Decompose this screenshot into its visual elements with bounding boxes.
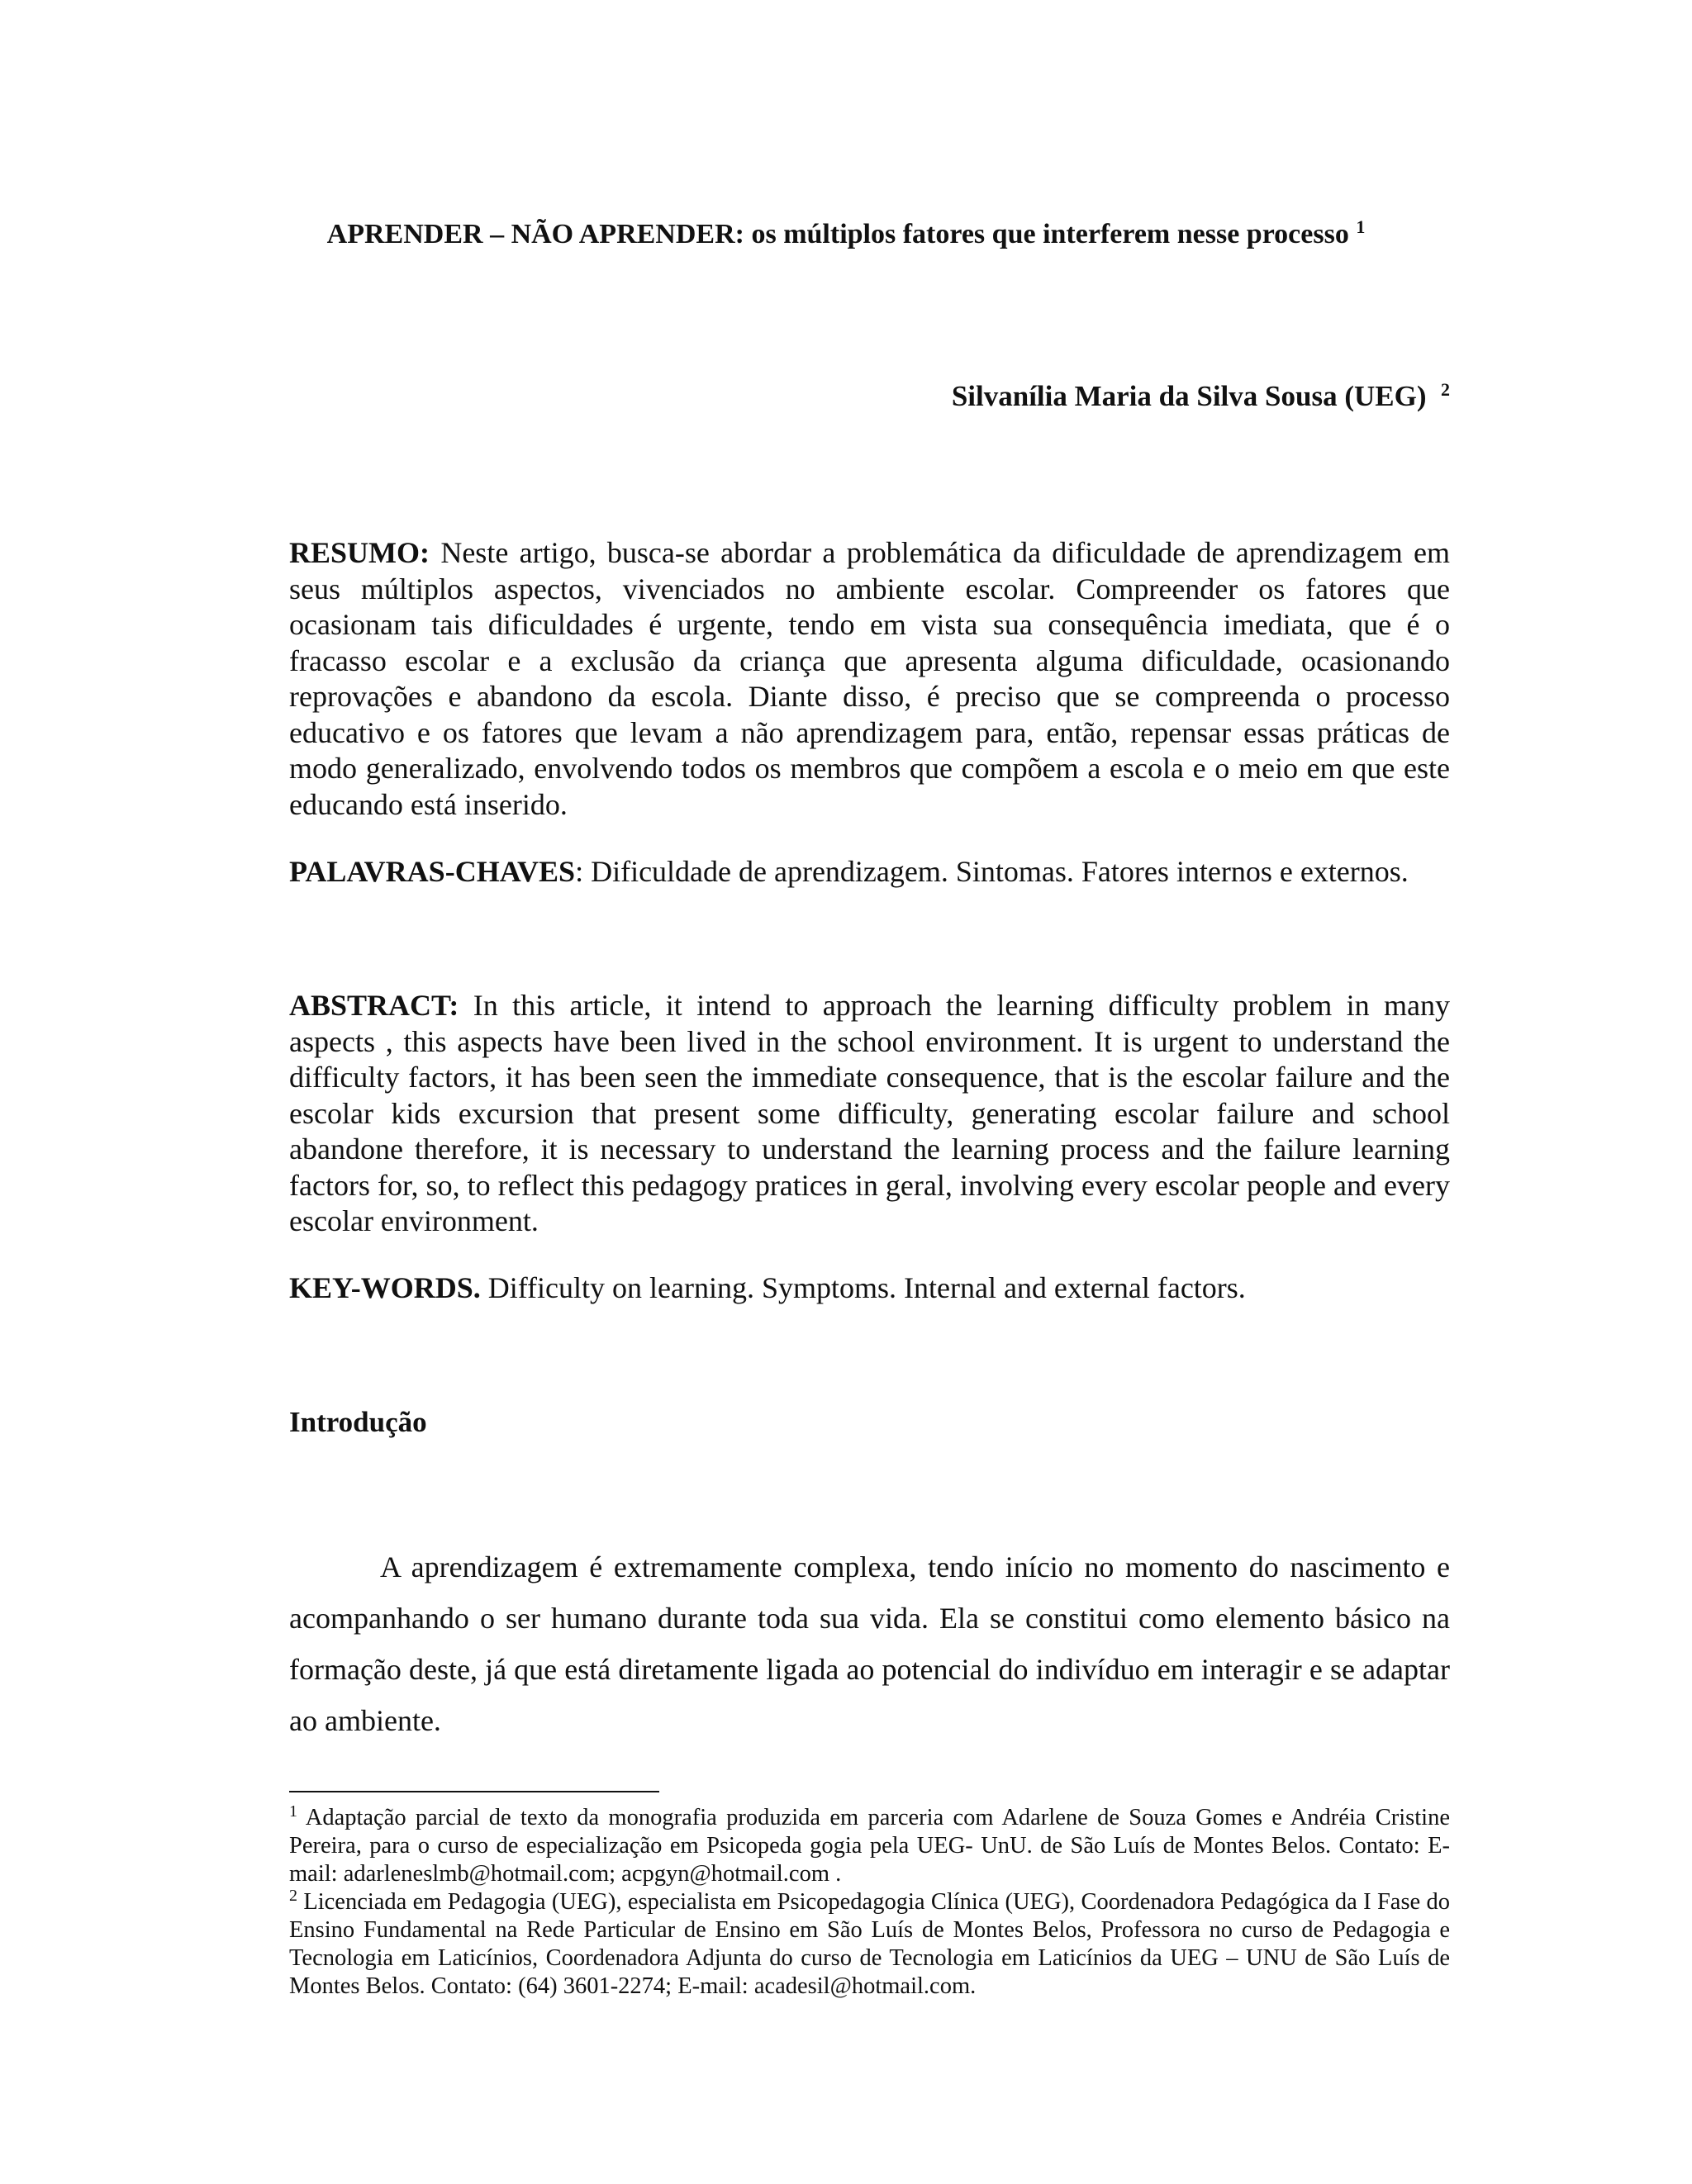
palavras-chaves-label: PALAVRAS-CHAVES bbox=[289, 855, 576, 888]
author-line bbox=[289, 378, 1450, 415]
abstract-text: In this article, it intend to approach the learning difficulty problem in many aspects , this aspects have been lived in the school environment. It is urgent to understand the difficulty factors, it has been seen the immediate consequence, that is the escolar failure and the escolar kids excursion that present some difficulty, generating escolar failure and school abandone therefore, it is necessary to understand the learning process and the failure learning factors for, so, to reflect this pedagogy pratices in geral, involving every escolar people and every escolar environment. bbox=[289, 989, 1450, 1237]
introduction-paragraph: A aprendizagem é extremamente complexa, tendo início no momento do nascimento e acompanhando o ser humano durante toda sua vida. Ela se constitui como elemento básico na formação deste, já que está diretamente ligada ao potencial do indivíduo em interagir e se adaptar ao ambiente. bbox=[289, 1550, 1450, 1737]
keywords-text: Difficulty on learning. Symptoms. Internal and external factors. bbox=[487, 1271, 1246, 1304]
resumo-section bbox=[289, 535, 1450, 823]
footnote-1-text: Adaptação parcial de texto da monografia produzida em parceria com Adarlene de Souza Gomes e Andréia Cristine Pereira, para o curso de especialização em Psicopeda gogia pela UEG- UnU. de São Luís de Montes Belos. Contato: E-mail: adarleneslmb@hotmail.com; acpgyn@hotmail.com . bbox=[289, 1805, 1450, 1887]
footnote-2-number: 2 bbox=[289, 1887, 297, 1905]
author-footnote-ref: 2 bbox=[1441, 379, 1450, 400]
paper-title bbox=[0, 216, 1692, 253]
footnote-separator bbox=[289, 1791, 659, 1792]
resumo-label: RESUMO: bbox=[289, 536, 430, 569]
title-footnote-ref: 1 bbox=[1356, 216, 1366, 237]
footnote-1-number: 1 bbox=[289, 1802, 297, 1821]
paper-title-text: APRENDER – NÃO APRENDER: os múltiplos fatores que interferem nesse processo bbox=[326, 219, 1349, 249]
footnotes bbox=[289, 1804, 1450, 2001]
footnote-2 bbox=[289, 1888, 1450, 2001]
palavras-chaves-text: : Dificuldade de aprendizagem. Sintomas. Fatores internos e externos. bbox=[575, 855, 1409, 888]
introduction-heading: Introdução bbox=[289, 1406, 427, 1438]
abstract-section bbox=[289, 988, 1450, 1240]
keywords-section bbox=[289, 1270, 1450, 1307]
footnote-1 bbox=[289, 1804, 1450, 1888]
palavras-chaves-section bbox=[289, 854, 1450, 890]
keywords-label: KEY-WORDS. bbox=[289, 1271, 481, 1304]
abstract-label: ABSTRACT: bbox=[289, 989, 459, 1022]
footnote-2-text: Licenciada em Pedagogia (UEG), especialista em Psicopedagogia Clínica (UEG), Coordenadora Pedagógica da I Fase do Ensino Fundamental na Rede Particular de Ensino em São Luís de Montes Belos, Professora no curso de Pedagogia e Tecnologia em Laticínios, Coordenadora Adjunta do curso de Tecnologia em Laticínios da UEG – UNU de São Luís de Montes Belos. Contato: (64) 3601-2274; E-mail: acadesil@hotmail.com. bbox=[289, 1889, 1451, 1999]
resumo-text: Neste artigo, busca-se abordar a problemática da dificuldade de aprendizagem em seus múltiplos aspectos, vivenciados no ambiente escolar. Compreender os fatores que ocasionam tais dificuldades é urgente, tendo em vista sua consequência imediata, que é o fracasso escolar e a exclusão da criança que apresenta alguma dificuldade, ocasionando reprovações e abandono da escola. Diante disso, é preciso que se compreenda o processo educativo e os fatores que levam a não aprendizagem para, então, repensar essas práticas de modo generalizado, envolvendo todos os membros que compõem a escola e o meio em que este educando está inserido. bbox=[289, 536, 1450, 821]
author-name: Silvanília Maria da Silva Sousa (UEG) bbox=[951, 380, 1427, 412]
